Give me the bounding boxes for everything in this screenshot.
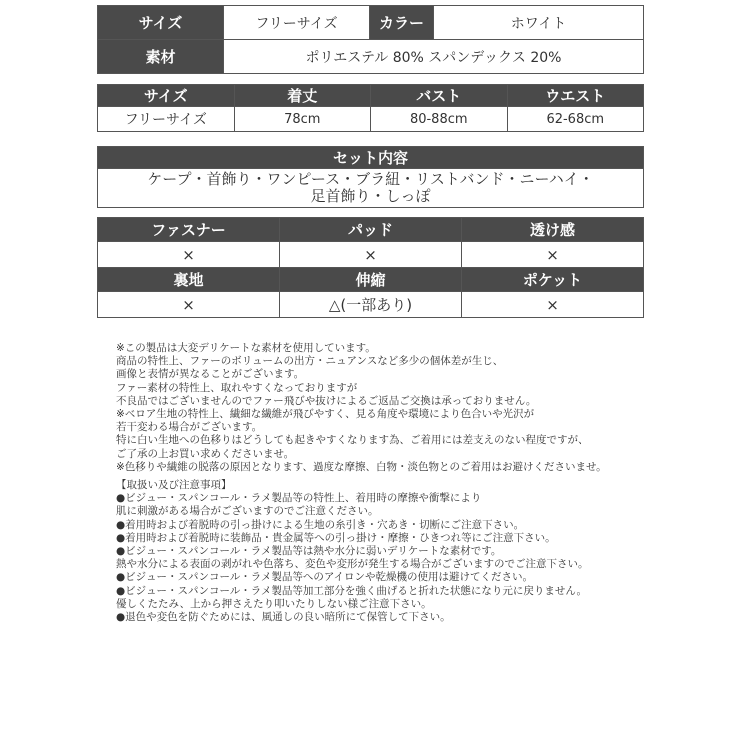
note-line: 不良品ではございませんのでファー飛びや抜けによるご返品ご交換は承っておりません。 [116, 394, 537, 407]
note-line: 画像と表情が異なることがございます。 [116, 368, 305, 381]
measure-header-waist: ウエスト [507, 85, 644, 107]
note-line: 特に白い生地への色移りはどうしても起きやすくなります為、ご着用には差支えのない程度ですが、 [116, 434, 589, 447]
feature-value-zipper: × [98, 242, 280, 268]
note-line: 若干変わる場合がございます。 [116, 421, 263, 434]
care-line: 優しくたたみ、上から押さえたり叩いたりしない様ご注意下さい。 [116, 597, 432, 610]
material-label: 素材 [98, 40, 224, 74]
note-line: ご了承の上お買い求めくださいませ。 [116, 447, 295, 460]
care-line: ●ビジュー・スパンコール・ラメ製品等の特性上、着用時の摩擦や衝撃により [116, 492, 482, 505]
size-label: サイズ [98, 6, 224, 40]
feature-header-zipper: ファスナー [98, 218, 280, 242]
measure-waist-value: 62-68cm [507, 107, 644, 132]
feature-value-pad: × [280, 242, 462, 268]
care-line: 【取扱い及び注意事項】 [116, 479, 232, 491]
measure-header-length: 着丈 [234, 85, 371, 107]
note-line: ※色移りや繊維の脱落の原因となります、過度な摩擦、白物・淡色物とのご着用はお避けくださいませ。 [116, 460, 607, 473]
set-contents-value [98, 169, 644, 208]
feature-value-stretch: △(一部あり) [280, 292, 462, 318]
note-line: ※ベロア生地の特性上、繊細な繊維が飛びやすく、見る角度や環境により色合いや光沢が [116, 408, 535, 421]
set-contents-header: セット内容 [98, 147, 644, 169]
care-line: ●ビジュー・スパンコール・ラメ製品等は熱や水分に弱いデリケートな素材です。 [116, 545, 502, 558]
note-line: ファー素材の特性上、取れやすくなっておりますが [116, 381, 358, 394]
note-line: ※この製品は大変デリケートな素材を使用しています。 [116, 342, 376, 354]
care-line: ●着用時および着脱時の引っ掛けによる生地の糸引き・穴あき・切断にご注意下さい。 [116, 518, 525, 531]
feature-header-pad: パッド [280, 218, 462, 242]
measurement-table [97, 84, 644, 132]
care-line: 肌に刺激がある場合がございますのでご注意ください。 [116, 505, 379, 518]
product-notes [116, 342, 656, 474]
spec-table [97, 5, 644, 74]
set-contents-table [97, 146, 644, 208]
feature-value-sheer: × [462, 242, 644, 268]
care-line: ●ビジュー・スパンコール・ラメ製品等加工部分を強く曲げると折れた状態になり元に戻りません。 [116, 584, 588, 597]
care-line: ●退色や変色を防ぐためには、風通しの良い暗所にて保管して下さい。 [116, 611, 451, 624]
size-value: フリーサイズ [224, 6, 370, 40]
feature-header-sheer: 透け感 [462, 218, 644, 242]
measure-header-bust: バスト [371, 85, 508, 107]
feature-value-lining: × [98, 292, 280, 318]
color-value: ホワイト [434, 6, 644, 40]
feature-value-pocket: × [462, 292, 644, 318]
set-contents-line-2: 足首飾り・しっぽ [310, 187, 431, 205]
color-label: カラー [370, 6, 434, 40]
material-value: ポリエステル 80% スパンデックス 20% [224, 40, 644, 74]
care-line: ●ビジュー・スパンコール・ラメ製品等へのアイロンや乾燥機の使用は避けてください。 [116, 571, 533, 584]
measure-size-value: フリーサイズ [98, 107, 235, 132]
note-line: 商品の特性上、ファーのボリュームの出方・ニュアンスなど多少の個体差が生じ、 [116, 355, 504, 368]
measure-header-size: サイズ [98, 85, 235, 107]
measure-bust-value: 80-88cm [371, 107, 508, 132]
set-contents-line-1: ケープ・首飾り・ワンピース・ブラ紐・リストバンド・ニーハイ・ [147, 170, 594, 188]
care-line: 熱や水分による表面の剥がれや色落ち、変色や変形が発生する場合がございますのでご注意下さい。 [116, 558, 589, 571]
features-table [97, 217, 644, 318]
care-instructions [116, 479, 656, 624]
feature-header-stretch: 伸縮 [280, 268, 462, 292]
measure-length-value: 78cm [234, 107, 371, 132]
care-line: ●着用時および着脱時に装飾品・貴金属等への引っ掛け・摩擦・ひきつれ等にご注意下さい。 [116, 531, 556, 544]
feature-header-pocket: ポケット [462, 268, 644, 292]
feature-header-lining: 裏地 [98, 268, 280, 292]
